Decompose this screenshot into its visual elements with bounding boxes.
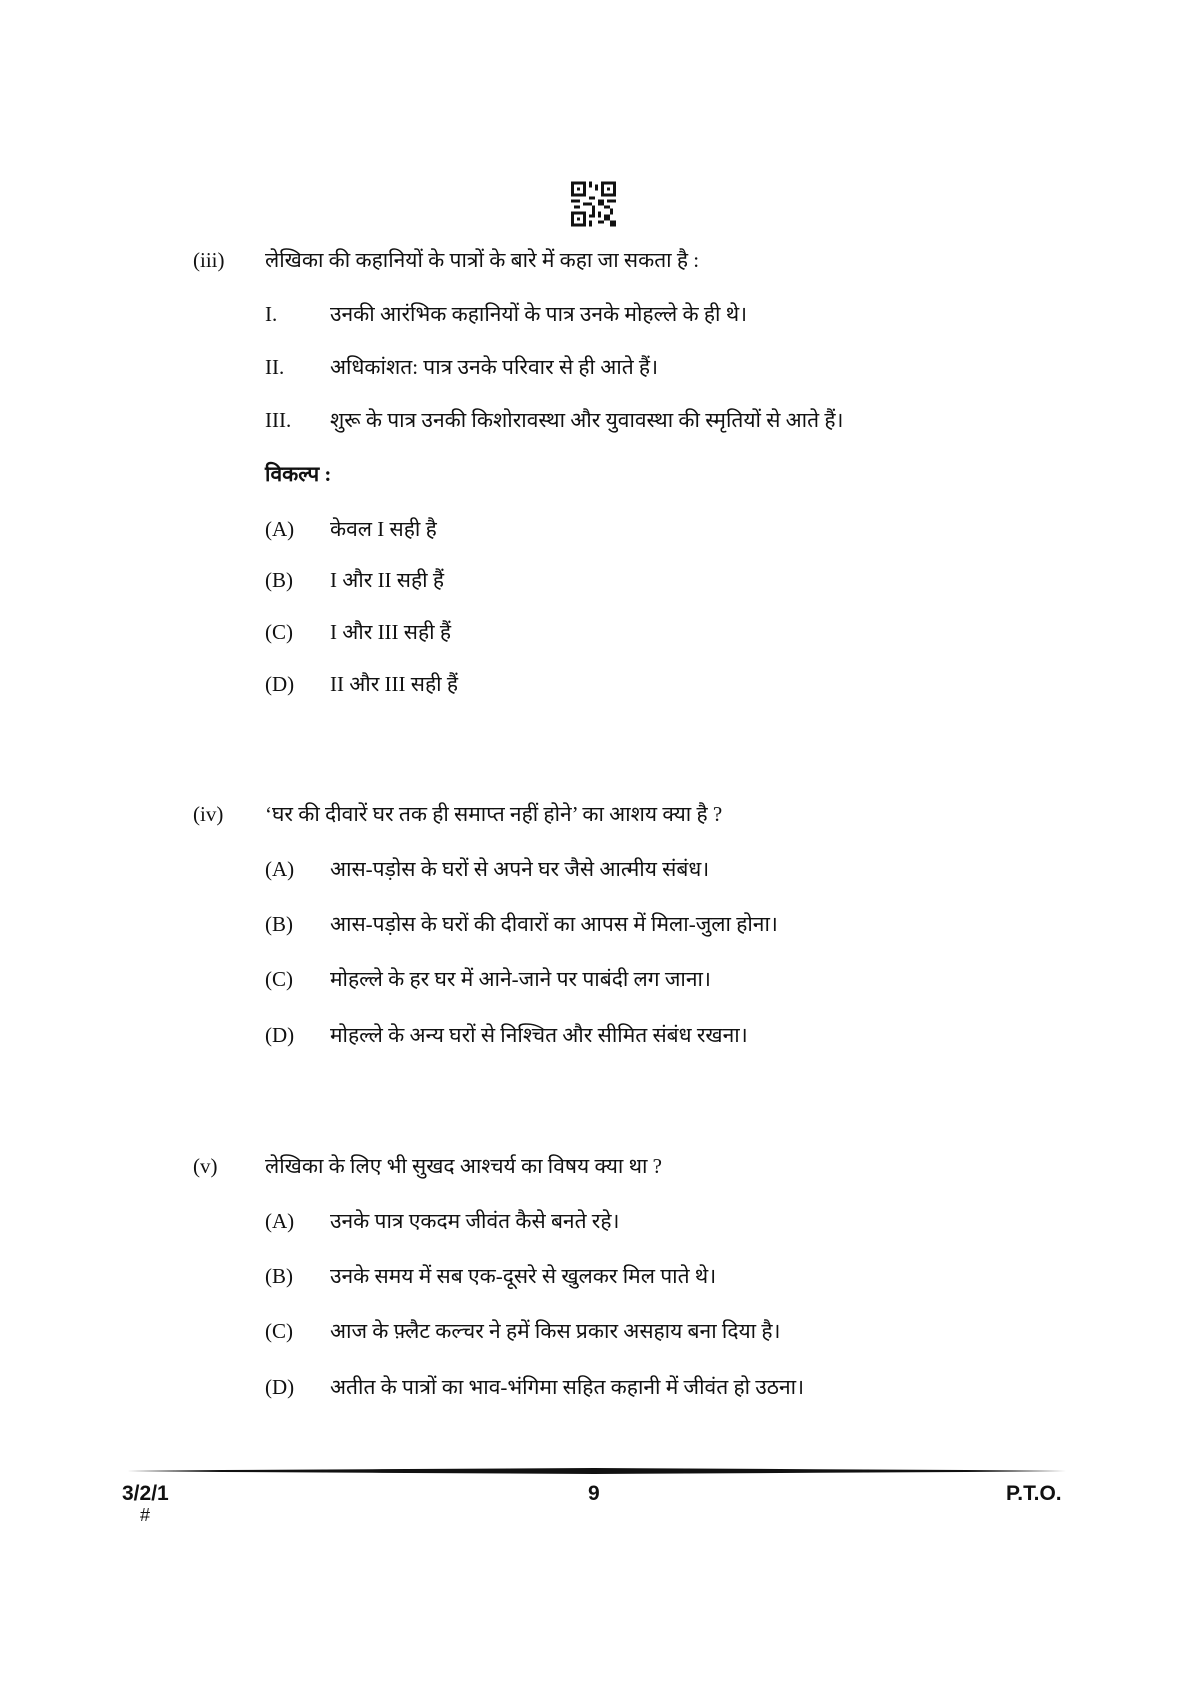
option-text: केवल I सही है — [330, 517, 437, 541]
option-text: आस-पड़ोस के घरों से अपने घर जैसे आत्मीय संबंध। — [330, 857, 710, 881]
option-label: (C) — [265, 1319, 293, 1343]
page-number: 9 — [588, 1482, 600, 1505]
question-number: (iv) — [193, 802, 224, 826]
option-label: (D) — [265, 1023, 295, 1047]
option-text: मोहल्ले के अन्य घरों से निश्चित और सीमित संबंध रखना। — [330, 1023, 748, 1047]
option-text: अतीत के पात्रों का भाव-भंगिमा सहित कहानी में जीवंत हो उठना। — [330, 1375, 805, 1399]
option-label: (D) — [265, 672, 295, 696]
statement-text: शुरू के पात्र उनकी किशोरावस्था और युवावस्था की स्मृतियों से आते हैं। — [330, 408, 844, 432]
footer-divider — [122, 1468, 1066, 1474]
question-text: लेखिका की कहानियों के पात्रों के बारे में कहा जा सकता है : — [265, 248, 700, 272]
option-label: (B) — [265, 912, 293, 936]
option-text: आस-पड़ोस के घरों की दीवारों का आपस में मिला-जुला होना। — [330, 912, 778, 936]
option-label: (C) — [265, 620, 293, 644]
hash-mark: # — [140, 1505, 151, 1525]
option-label: (A) — [265, 1209, 295, 1233]
option-text: II और III सही हैं — [330, 672, 458, 696]
option-text: I और III सही हैं — [330, 620, 451, 644]
statement-label: I. — [265, 302, 278, 326]
statement-label: III. — [265, 408, 292, 432]
question-text: ‘घर की दीवारें घर तक ही समाप्त नहीं होने’ का आशय क्या है ? — [265, 802, 723, 826]
options-heading: विकल्प : — [265, 462, 332, 486]
question-text: लेखिका के लिए भी सुखद आश्चर्य का विषय क्या था ? — [265, 1154, 663, 1178]
option-label: (A) — [265, 517, 295, 541]
pto-label: P.T.O. — [1006, 1482, 1062, 1505]
paper-code: 3/2/1 — [122, 1482, 169, 1505]
question-number: (v) — [193, 1154, 218, 1178]
option-label: (B) — [265, 568, 293, 592]
option-label: (A) — [265, 857, 295, 881]
option-text: मोहल्ले के हर घर में आने-जाने पर पाबंदी लग जाना। — [330, 967, 711, 991]
option-text: I और II सही हैं — [330, 568, 444, 592]
option-text: उनके समय में सब एक-दूसरे से खुलकर मिल पाते थे। — [330, 1264, 717, 1288]
statement-text: अधिकांशत: पात्र उनके परिवार से ही आते हैं। — [330, 355, 659, 379]
question-number: (iii) — [193, 248, 225, 272]
option-text: उनके पात्र एकदम जीवंत कैसे बनते रहे। — [330, 1209, 620, 1233]
qr-code-icon — [571, 181, 616, 227]
statement-label: II. — [265, 355, 285, 379]
option-label: (B) — [265, 1264, 293, 1288]
option-label: (D) — [265, 1375, 295, 1399]
statement-text: उनकी आरंभिक कहानियों के पात्र उनके मोहल्ले के ही थे। — [330, 302, 748, 326]
option-label: (C) — [265, 967, 293, 991]
option-text: आज के फ़्लैट कल्चर ने हमें किस प्रकार असहाय बना दिया है। — [330, 1319, 781, 1343]
